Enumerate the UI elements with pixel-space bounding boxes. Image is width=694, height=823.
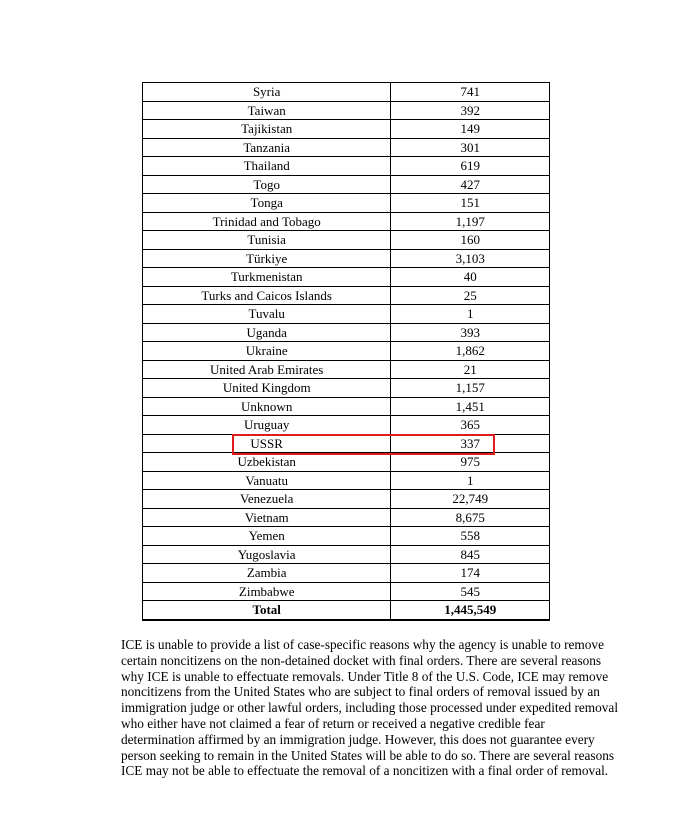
table-row <box>143 471 550 490</box>
count-cell: 1,157 <box>391 379 550 398</box>
country-cell: Yemen <box>143 527 391 546</box>
count-cell: 845 <box>391 545 550 564</box>
count-cell: 558 <box>391 527 550 546</box>
country-cell: Tuvalu <box>143 305 391 324</box>
country-cell: United Arab Emirates <box>143 360 391 379</box>
table-row <box>143 305 550 324</box>
count-cell: 1 <box>391 471 550 490</box>
table-row <box>143 194 550 213</box>
country-count-table <box>142 82 550 621</box>
country-cell: Zimbabwe <box>143 582 391 601</box>
count-cell: 301 <box>391 138 550 157</box>
table-row <box>143 434 550 453</box>
table-row <box>143 379 550 398</box>
table-row <box>143 397 550 416</box>
country-cell: USSR <box>143 434 391 453</box>
count-cell: 619 <box>391 157 550 176</box>
country-cell: Yugoslavia <box>143 545 391 564</box>
table-body <box>143 83 550 620</box>
count-cell: 365 <box>391 416 550 435</box>
count-cell: 1,197 <box>391 212 550 231</box>
country-cell: Vietnam <box>143 508 391 527</box>
count-cell: 40 <box>391 268 550 287</box>
table-row <box>143 545 550 564</box>
country-cell: Tanzania <box>143 138 391 157</box>
country-cell: Ukraine <box>143 342 391 361</box>
count-cell: 741 <box>391 83 550 102</box>
body-paragraph: ICE is unable to provide a list of case-specific reasons why the agency is unable to remove certain noncitizens on the non-detained docket with final orders. There are several reasons why ICE is unable to effectuate removals. Under Title 8 of the U.S. Code, ICE may remove noncitizens from the United States who are subject to final orders of removal issued by an immigration judge or other lawful orders, including those processed under expedited removal who either have not claimed a fear of return or received a negative credible fear determination affirmed by an immigration judge. However, this does not guarantee every person seeking to remain in the United States will be able to do so. There are several reasons ICE may not be able to effectuate the removal of a noncitizen with a final order of removal. <box>121 637 619 779</box>
count-cell: 975 <box>391 453 550 472</box>
country-cell: Uzbekistan <box>143 453 391 472</box>
table-row <box>143 83 550 102</box>
count-cell: 174 <box>391 564 550 583</box>
count-cell: 3,103 <box>391 249 550 268</box>
table-row <box>143 212 550 231</box>
count-cell: 21 <box>391 360 550 379</box>
table-row <box>143 453 550 472</box>
table-row <box>143 120 550 139</box>
count-cell: 22,749 <box>391 490 550 509</box>
country-cell: Vanuatu <box>143 471 391 490</box>
country-cell: United Kingdom <box>143 379 391 398</box>
table-row <box>143 286 550 305</box>
table-row <box>143 268 550 287</box>
table-row <box>143 490 550 509</box>
count-cell: 151 <box>391 194 550 213</box>
count-cell: 392 <box>391 101 550 120</box>
count-cell: 1,451 <box>391 397 550 416</box>
count-cell: 149 <box>391 120 550 139</box>
table-row <box>143 582 550 601</box>
country-cell: Tajikistan <box>143 120 391 139</box>
table-row <box>143 138 550 157</box>
country-cell: Tonga <box>143 194 391 213</box>
country-cell: Taiwan <box>143 101 391 120</box>
country-cell: Tunisia <box>143 231 391 250</box>
count-cell: 1 <box>391 305 550 324</box>
country-cell: Uruguay <box>143 416 391 435</box>
country-cell: Trinidad and Tobago <box>143 212 391 231</box>
country-cell: Venezuela <box>143 490 391 509</box>
total-count-cell: 1,445,549 <box>391 601 550 620</box>
count-cell: 393 <box>391 323 550 342</box>
table-row <box>143 249 550 268</box>
count-cell: 337 <box>391 434 550 453</box>
country-cell: Syria <box>143 83 391 102</box>
table-row <box>143 564 550 583</box>
total-label-cell: Total <box>143 601 391 620</box>
table-row <box>143 157 550 176</box>
country-cell: Uganda <box>143 323 391 342</box>
country-cell: Turks and Caicos Islands <box>143 286 391 305</box>
table-row <box>143 231 550 250</box>
table-row <box>143 360 550 379</box>
count-cell: 427 <box>391 175 550 194</box>
country-cell: Thailand <box>143 157 391 176</box>
count-cell: 160 <box>391 231 550 250</box>
table-row <box>143 527 550 546</box>
country-cell: Turkmenistan <box>143 268 391 287</box>
country-cell: Togo <box>143 175 391 194</box>
table-row <box>143 175 550 194</box>
count-cell: 1,862 <box>391 342 550 361</box>
count-cell: 25 <box>391 286 550 305</box>
country-cell: Zambia <box>143 564 391 583</box>
country-cell: Unknown <box>143 397 391 416</box>
count-cell: 545 <box>391 582 550 601</box>
table-row <box>143 416 550 435</box>
table-row <box>143 342 550 361</box>
table-row <box>143 323 550 342</box>
total-row <box>143 601 550 620</box>
table-row <box>143 101 550 120</box>
count-cell: 8,675 <box>391 508 550 527</box>
country-cell: Türkiye <box>143 249 391 268</box>
table-row <box>143 508 550 527</box>
